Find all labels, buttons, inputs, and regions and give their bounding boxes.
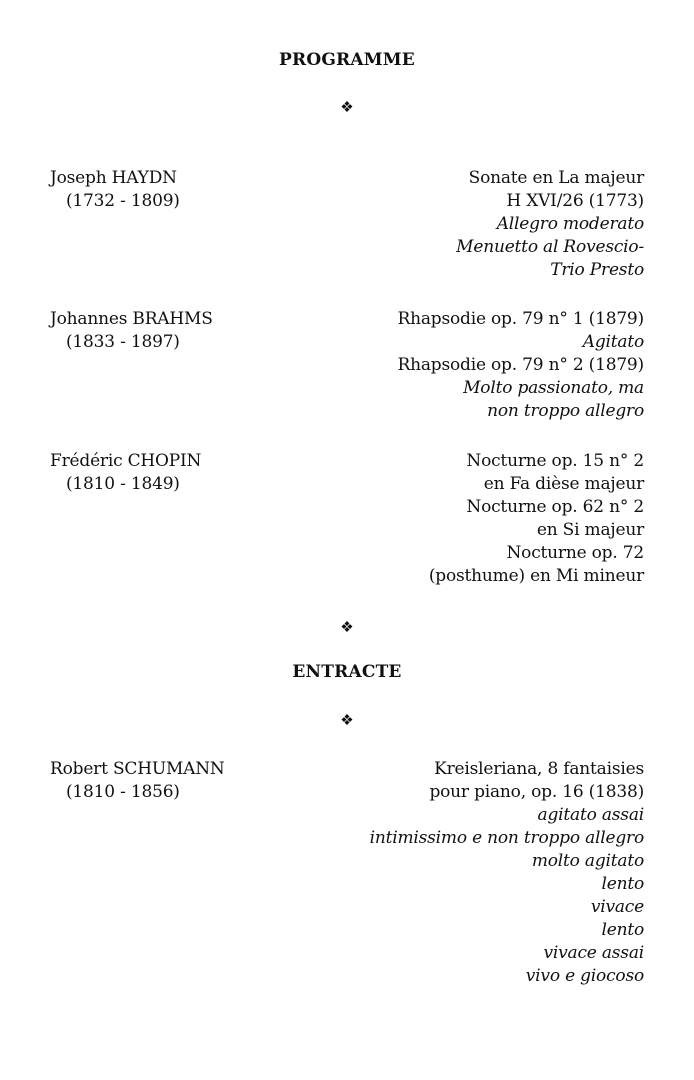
intermission-title: ENTRACTE [292, 662, 402, 682]
composer-name: Frédéric CHOPIN [50, 451, 202, 471]
composer-name: Joseph HAYDN [50, 168, 177, 188]
work-line: (posthume) en Mi mineur [428, 566, 644, 586]
works-brahms [284, 308, 644, 423]
works-haydn [284, 167, 644, 282]
works-schumann [284, 758, 644, 988]
work-line: H XVI/26 (1773) [506, 191, 644, 211]
work-line: lento [601, 920, 644, 940]
ornament-icon: ❖ [340, 98, 354, 116]
work-line: pour piano, op. 16 (1838) [429, 782, 644, 802]
composer-dates: (1732 - 1809) [66, 191, 180, 211]
work-line: Allegro moderato [496, 214, 644, 234]
composer-dates: (1810 - 1849) [66, 474, 180, 494]
works-chopin [284, 450, 644, 588]
work-line: Nocturne op. 15 n° 2 [466, 451, 644, 471]
work-line: Rhapsodie op. 79 n° 1 (1879) [397, 309, 644, 329]
work-line: Nocturne op. 62 n° 2 [466, 497, 644, 517]
composer-dates: (1810 - 1856) [66, 782, 180, 802]
work-line: agitato assai [537, 805, 644, 825]
composer-dates: (1833 - 1897) [66, 332, 180, 352]
work-line: intimissimo e non troppo allegro [369, 828, 644, 848]
composer-brahms [50, 308, 310, 354]
work-line: Sonate en La majeur [468, 168, 644, 188]
work-line: en Si majeur [536, 520, 644, 540]
work-line: Agitato [582, 332, 644, 352]
work-line: en Fa dièse majeur [483, 474, 644, 494]
programme-title: PROGRAMME [279, 50, 415, 70]
work-line: non troppo allegro [487, 401, 644, 421]
composer-name: Robert SCHUMANN [50, 759, 225, 779]
work-line: vivo e giocoso [525, 966, 644, 986]
composer-haydn [50, 167, 310, 213]
composer-chopin [50, 450, 310, 496]
work-line: lento [601, 874, 644, 894]
work-line: Rhapsodie op. 79 n° 2 (1879) [397, 355, 644, 375]
composer-name: Johannes BRAHMS [50, 309, 213, 329]
work-line: Trio Presto [550, 260, 644, 280]
ornament-icon: ❖ [340, 618, 354, 636]
work-line: molto agitato [531, 851, 644, 871]
composer-schumann [50, 758, 310, 804]
work-line: vivace assai [543, 943, 644, 963]
ornament-icon: ❖ [340, 711, 354, 729]
work-line: Menuetto al Rovescio- [456, 237, 644, 257]
work-line: vivace [590, 897, 644, 917]
work-line: Molto passionato, ma [463, 378, 644, 398]
work-line: Kreisleriana, 8 fantaisies [434, 759, 644, 779]
work-line: Nocturne op. 72 [506, 543, 644, 563]
